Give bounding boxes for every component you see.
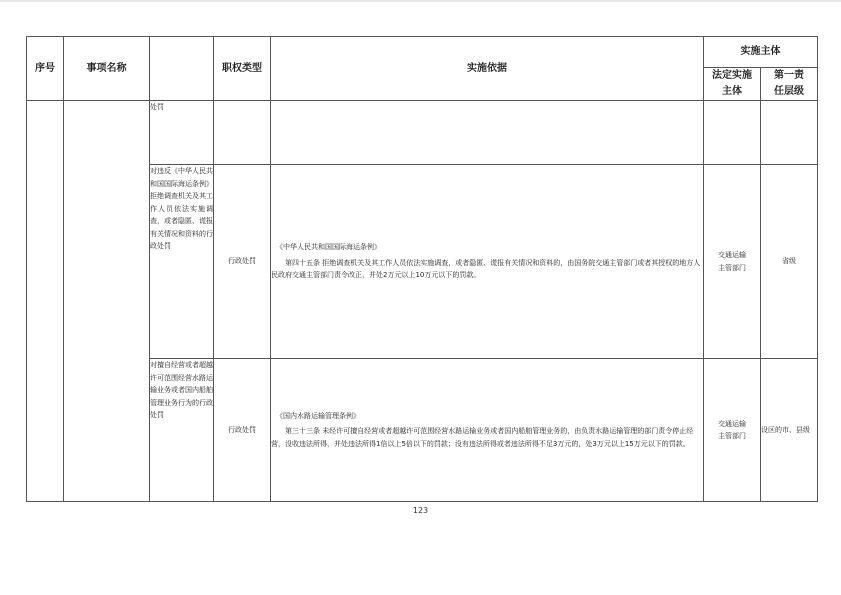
legal-subject-cell: 交通运输主管部门 [704,165,761,359]
header-blank [150,37,214,101]
seq-cell [27,101,64,502]
top-border-line [0,0,841,2]
basis-cell [271,101,704,165]
header-basis: 实施依据 [271,37,704,101]
header-first-level: 第一责任层级 [761,68,818,101]
power-type-cell: 行政处罚 [214,165,271,359]
header-row-1 [27,37,818,68]
first-level-cell: 省级 [761,165,818,359]
page-number: 123 [412,506,429,515]
first-level-cell: 设区的市、县级 [761,359,818,502]
power-type-cell: 行政处罚 [214,359,271,502]
header-legal-subject: 法定实施主体 [704,68,761,101]
legal-subject-cell: 交通运输主管部门 [704,359,761,502]
sub-item-name: 处罚 [150,101,214,165]
header-subject-group: 实施主体 [704,37,818,68]
power-type-cell [214,101,271,165]
table-row [27,101,818,165]
header-power-type: 职权类型 [214,37,271,101]
first-level-cell [761,101,818,165]
law-title: 《中华人民共和国国际海运条例》 [276,243,381,252]
header-item-name: 事项名称 [64,37,150,101]
basis-cell [271,359,704,502]
basis-cell [271,165,704,359]
legal-subject-cell [704,101,761,165]
sub-item-name: 对违反《中华人民共和国国际海运条例》拒绝调查机关及其工作人员依法实施调查，或者隐匿、谎报有关情况和资料的行政处罚 [150,165,214,359]
header-seq: 序号 [27,37,64,101]
law-article: 第三十三条 未经许可擅自经营或者超越许可范围经营水路运输业务或者国内船舶管理业务的，由负责水路运输管理的部门责令停止经营，没收违法所得，并处违法所得1倍以上5倍以下的罚款；没有违法所得或者违法所得不足3万元的，处3万元以上15万元以下的罚款。 [271,427,694,448]
enforcement-items-table [26,36,818,502]
law-title: 《国内水路运输管理条例》 [276,411,360,420]
sub-item-name: 对擅自经营或者超越许可范围经营水路运输业务或者国内船舶管理业务行为的行政处罚 [150,359,214,502]
item-name-cell [64,101,150,502]
law-article: 第四十五条 拒绝调查机关及其工作人员依法实施调查，或者隐匿、谎报有关情况和资料的，由国务院交通主管部门或者其授权的地方人民政府交通主管部门责令改正，并处2万元以上10万元以下的罚款。 [271,258,701,280]
